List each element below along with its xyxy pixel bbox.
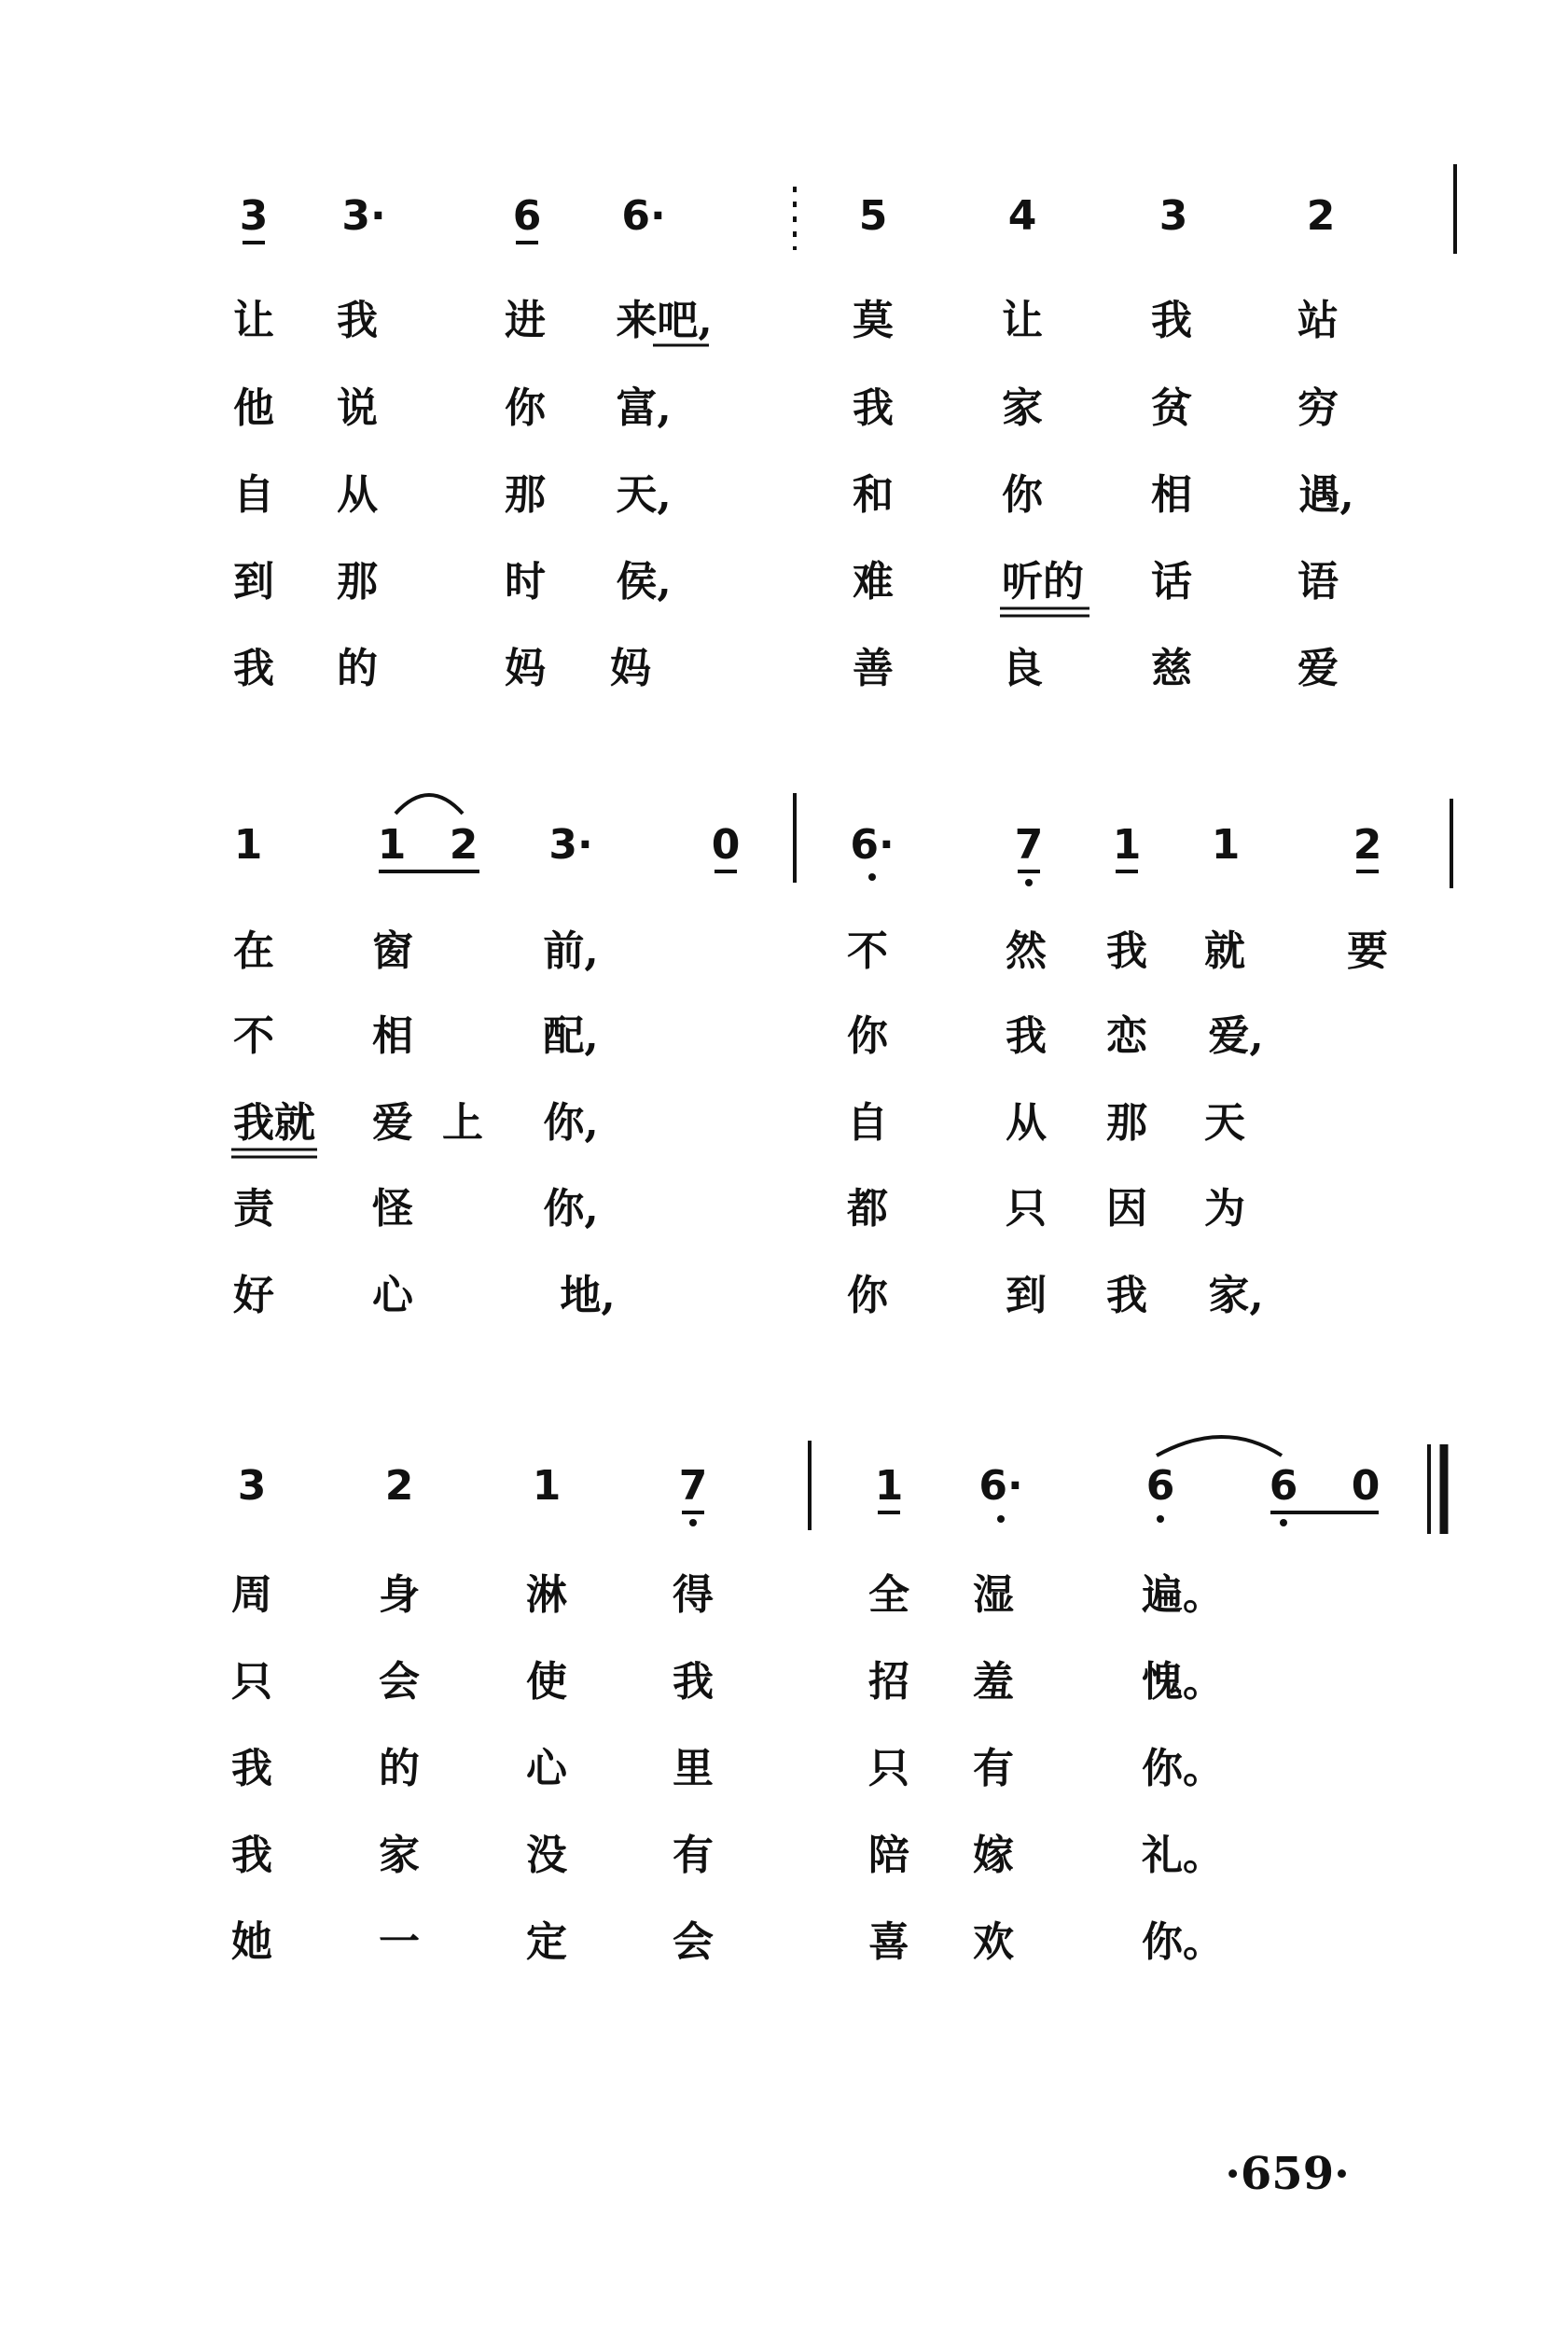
lyric: 让	[233, 297, 274, 344]
lyric: 自	[847, 1099, 888, 1147]
lyric: 那	[505, 471, 546, 519]
lyric: 前,	[543, 927, 599, 975]
note: 1	[874, 1462, 904, 1510]
lyric: 嫁	[973, 1832, 1014, 1879]
lyric: 你	[505, 384, 546, 432]
lyric: 你	[847, 1012, 888, 1060]
lyric: 妈	[610, 645, 651, 692]
lyric: 配,	[543, 1012, 599, 1060]
lyric: 欢	[973, 1918, 1014, 1966]
lyric: 礼。	[1142, 1832, 1224, 1879]
lyric: 责	[233, 1185, 274, 1233]
lyric: 心	[526, 1745, 567, 1792]
note: 2	[449, 821, 479, 869]
note: 6·	[850, 821, 895, 869]
lyric: 陪	[868, 1832, 909, 1879]
ties	[395, 795, 1282, 1456]
lyric: 富,	[616, 384, 672, 432]
lyric: 都	[847, 1185, 888, 1233]
lyric: 爱	[1297, 645, 1339, 692]
lyric: 好	[233, 1272, 274, 1319]
lyric: 心	[372, 1272, 413, 1319]
lyric: 不	[847, 927, 888, 975]
note: 7	[1014, 821, 1044, 869]
lyric: 的	[337, 645, 378, 692]
lyric: 有	[673, 1832, 714, 1879]
lyric: 从	[1006, 1099, 1047, 1147]
lyric: 一	[379, 1918, 420, 1966]
note: 5	[858, 192, 888, 240]
lyric: 窗	[372, 927, 413, 975]
note: 1	[1112, 821, 1142, 869]
lyric: 相	[1151, 471, 1192, 519]
lyric: 我	[1151, 297, 1192, 344]
lyric: 听的	[1002, 558, 1084, 606]
lyric: 我	[231, 1745, 272, 1792]
lyric: 你	[1002, 471, 1043, 519]
lyric: 没	[526, 1832, 567, 1879]
note: 6	[512, 192, 542, 240]
note: 1	[377, 821, 407, 869]
page-number: ·659·	[1225, 2148, 1350, 2200]
lyric: 慈	[1151, 645, 1192, 692]
lyric: 会	[673, 1918, 714, 1966]
lyric: 恋	[1106, 1012, 1147, 1060]
lyric: 羞	[973, 1658, 1014, 1706]
lyric: 遇,	[1298, 471, 1354, 519]
lyric: 家	[379, 1832, 420, 1879]
lyric: 我	[853, 384, 894, 432]
note: 0	[1351, 1462, 1381, 1510]
lyric: 莫	[853, 297, 894, 344]
lyric: 遍。	[1142, 1571, 1224, 1619]
lyric: 她	[231, 1918, 272, 1966]
lyric: 我就	[233, 1099, 315, 1147]
lyric: 让	[1002, 297, 1043, 344]
lyric: 你,	[543, 1185, 599, 1233]
lyric: 站	[1297, 297, 1339, 344]
lyric: 善	[853, 645, 894, 692]
lyric: 得	[673, 1571, 714, 1619]
lyric: 我	[1106, 927, 1147, 975]
lyric: 湿	[973, 1571, 1014, 1619]
note: 3·	[341, 192, 386, 240]
lyric: 侯,	[616, 558, 672, 606]
note: 3	[237, 1462, 267, 1510]
note: 1	[233, 821, 263, 869]
lyric: 使	[526, 1658, 567, 1706]
lyric: 要	[1347, 927, 1388, 975]
lyric: 那	[337, 558, 378, 606]
lyric: 你,	[543, 1099, 599, 1147]
lyric: 天,	[616, 471, 672, 519]
lyric: 到	[1006, 1272, 1047, 1319]
lyric: 不	[233, 1012, 274, 1060]
lyric: 周	[231, 1571, 272, 1619]
lyric: 我	[233, 645, 274, 692]
lyric: 只	[868, 1745, 909, 1792]
lyric: 天	[1204, 1099, 1245, 1147]
note: 3	[1159, 192, 1188, 240]
lyric: 的	[379, 1745, 420, 1792]
lyric: 他	[233, 384, 274, 432]
note: 2	[1306, 192, 1336, 240]
lyric: 只	[231, 1658, 272, 1706]
lyric: 有	[973, 1745, 1014, 1792]
note: 3·	[548, 821, 593, 869]
lyric-underlines	[231, 345, 1089, 1157]
lyric: 和	[853, 471, 894, 519]
lyric: 我	[1106, 1272, 1147, 1319]
lyric: 从	[337, 471, 378, 519]
lyric: 妈	[505, 645, 546, 692]
lyric: 上	[442, 1099, 483, 1147]
lyric: 会	[379, 1658, 420, 1706]
lyric: 愧。	[1142, 1658, 1224, 1706]
lyric: 话	[1151, 558, 1192, 606]
lyric: 语	[1297, 558, 1339, 606]
lyric: 爱	[372, 1099, 413, 1147]
lyric: 时	[505, 558, 546, 606]
lyric: 进	[505, 297, 546, 344]
note: 0	[711, 821, 741, 869]
lyric: 就	[1204, 927, 1245, 975]
lyric: 相	[372, 1012, 413, 1060]
lyric: 招	[868, 1658, 909, 1706]
lyric: 我	[1006, 1012, 1047, 1060]
lyric: 爱,	[1208, 1012, 1264, 1060]
note: 6·	[621, 192, 666, 240]
lyric: 然	[1006, 927, 1047, 975]
lyric: 淋	[526, 1571, 567, 1619]
note: 4	[1007, 192, 1037, 240]
lyric: 穷	[1297, 384, 1339, 432]
lyric: 你。	[1142, 1918, 1224, 1966]
lyric: 良	[1002, 645, 1043, 692]
lyric: 你	[847, 1272, 888, 1319]
lyric: 怪	[372, 1185, 413, 1233]
lyric: 来吧,	[616, 297, 713, 344]
lyric: 喜	[868, 1918, 909, 1966]
lyric: 那	[1106, 1099, 1147, 1147]
lyric: 只	[1006, 1185, 1047, 1233]
lyric: 到	[233, 558, 274, 606]
lyric: 里	[673, 1745, 714, 1792]
note: 2	[1353, 821, 1382, 869]
lyric: 地,	[560, 1272, 616, 1319]
octave-dots	[689, 873, 1287, 1526]
note: 7	[678, 1462, 708, 1510]
lyric: 在	[233, 927, 274, 975]
lyric: 身	[379, 1571, 420, 1619]
note: 1	[532, 1462, 562, 1510]
note: 6	[1269, 1462, 1298, 1510]
underlines	[243, 243, 1379, 1512]
lyric: 家	[1002, 384, 1043, 432]
note: 6·	[978, 1462, 1023, 1510]
lyric: 说	[337, 384, 378, 432]
lyric: 定	[526, 1918, 567, 1966]
lyric: 因	[1106, 1185, 1147, 1233]
lyric: 全	[868, 1571, 909, 1619]
lyric: 自	[233, 471, 274, 519]
lyric: 贫	[1151, 384, 1192, 432]
note: 2	[384, 1462, 414, 1510]
lyric: 难	[853, 558, 894, 606]
lyric: 家,	[1208, 1272, 1264, 1319]
note: 1	[1211, 821, 1241, 869]
lyric: 我	[231, 1832, 272, 1879]
barlines	[795, 164, 1455, 1534]
note: 6	[1145, 1462, 1175, 1510]
lyric: 为	[1204, 1185, 1245, 1233]
note: 3	[239, 192, 269, 240]
lyric: 你。	[1142, 1745, 1224, 1792]
lyric: 我	[673, 1658, 714, 1706]
lyric: 我	[337, 297, 378, 344]
